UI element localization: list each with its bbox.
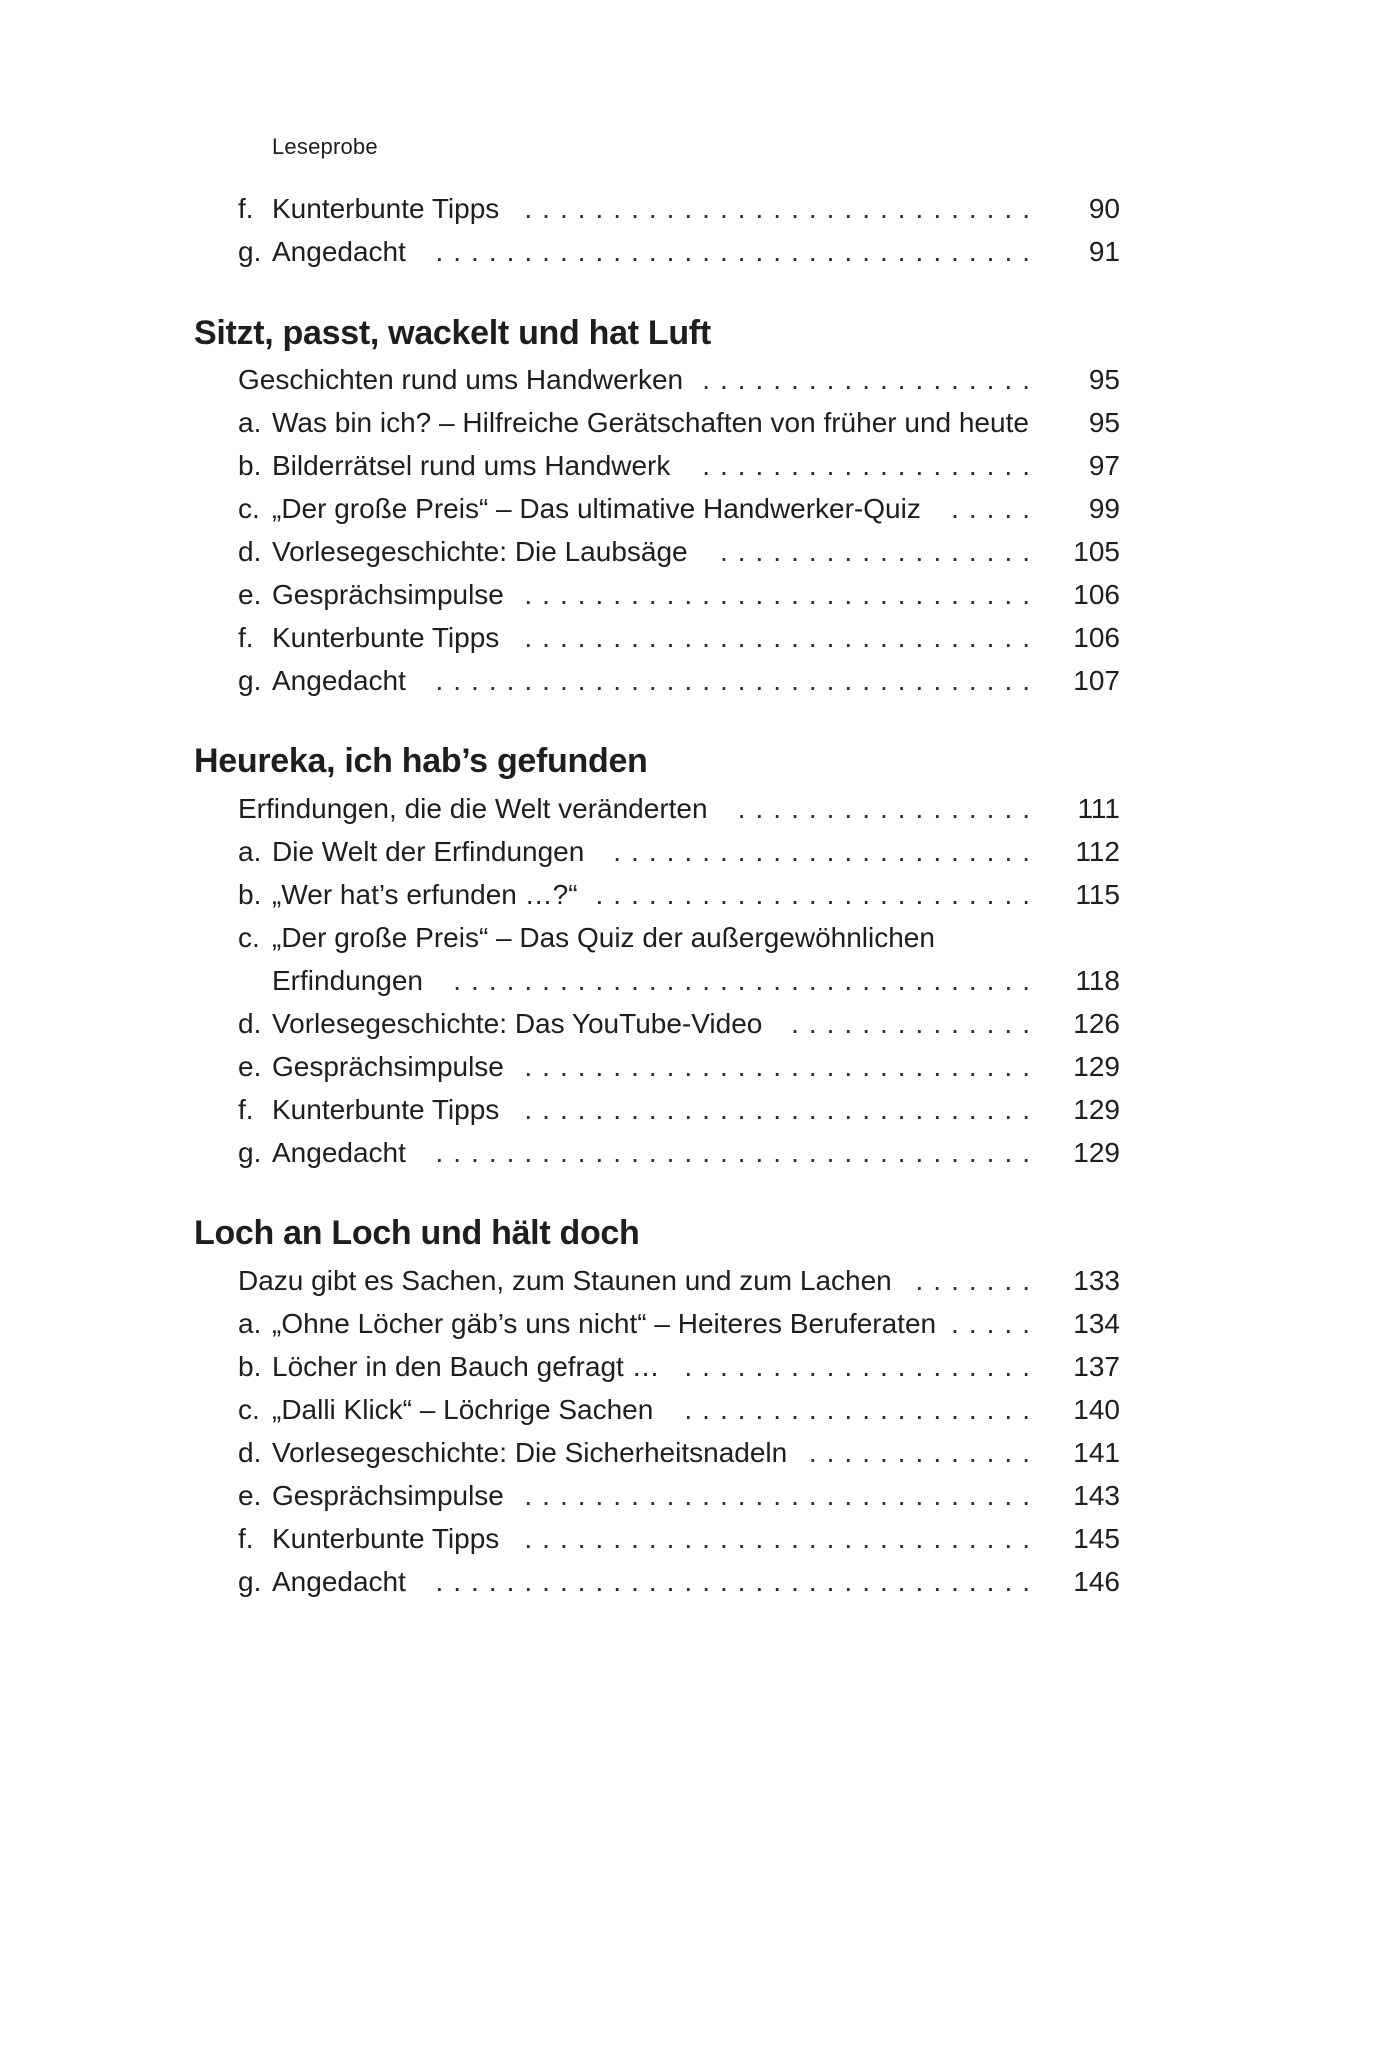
dot-leader: ...................	[702, 364, 1040, 395]
page-number: 95	[1088, 364, 1120, 395]
dot-leader: .........................	[595, 879, 1040, 910]
dot-leader: .............................	[524, 622, 1040, 653]
entry-letter: g.	[238, 236, 262, 267]
toc-entry[interactable]	[238, 1088, 1120, 1131]
dot-leader: ........................	[613, 836, 1040, 867]
dot-leader: ....................	[684, 1351, 1040, 1382]
entry-title: „Wer hat’s erfunden …?“	[272, 879, 578, 910]
page-number: 141	[1073, 1437, 1120, 1468]
dot-leader: .............................	[524, 1051, 1040, 1082]
dot-leader: ..................................	[435, 1137, 1040, 1168]
page-number: 126	[1073, 1008, 1120, 1039]
dot-leader: .............................	[524, 1480, 1040, 1511]
page-number: 115	[1075, 879, 1120, 910]
page-number: 133	[1073, 1265, 1120, 1296]
entry-letter: c.	[238, 493, 260, 524]
toc-entry[interactable]	[238, 444, 1120, 487]
dot-leader: .............................	[524, 193, 1040, 224]
entry-letter: g.	[238, 1137, 262, 1168]
page-number: 129	[1073, 1094, 1120, 1125]
entry-letter: c.	[238, 1394, 260, 1425]
entry-title: „Der große Preis“ – Das Quiz der außergewöhnlichen	[272, 922, 935, 953]
entry-title: Gesprächsimpulse	[272, 1051, 504, 1082]
entry-letter: e.	[238, 579, 262, 610]
dot-leader: .............	[808, 1437, 1040, 1468]
page-number: 134	[1073, 1308, 1120, 1339]
entry-letter: a.	[238, 836, 262, 867]
page-number: 129	[1073, 1051, 1120, 1082]
entry-letter: f.	[238, 622, 254, 653]
toc-entry[interactable]	[238, 487, 1120, 530]
dot-leader: .....	[951, 493, 1040, 524]
toc-entry[interactable]	[238, 1560, 1120, 1603]
dot-leader: .................................	[453, 965, 1040, 996]
page-number: 112	[1075, 836, 1120, 867]
toc-entry[interactable]	[238, 1002, 1120, 1045]
entry-letter: b.	[238, 450, 262, 481]
entry-title: Erfindungen, die die Welt veränderten	[238, 793, 708, 824]
entry-letter: g.	[238, 1566, 262, 1597]
toc-entry[interactable]	[238, 1388, 1120, 1431]
toc-entry[interactable]	[238, 530, 1120, 573]
entry-letter: b.	[238, 879, 262, 910]
toc-intro-entry[interactable]	[238, 1259, 1120, 1302]
entry-title: Die Welt der Erfindungen	[272, 836, 585, 867]
page-number: 95	[1088, 407, 1120, 438]
entry-letter: a.	[238, 407, 262, 438]
toc-entry[interactable]	[238, 873, 1120, 916]
entry-title: Was bin ich? – Hilfreiche Gerätschaften von früher und heute	[272, 407, 1029, 438]
page-number: 145	[1073, 1523, 1120, 1554]
toc-entry[interactable]	[238, 187, 1120, 230]
dot-leader: ..................................	[435, 236, 1040, 267]
entry-title: Löcher in den Bauch gefragt …	[272, 1351, 660, 1382]
running-header: Leseprobe	[272, 134, 378, 159]
entry-letter: e.	[238, 1051, 262, 1082]
toc-entry[interactable]	[238, 1345, 1120, 1388]
entry-title: Angedacht	[272, 665, 406, 696]
entry-title: Vorlesegeschichte: Die Laubsäge	[272, 536, 688, 567]
entry-letter: f.	[238, 1523, 254, 1554]
dot-leader: ....................	[684, 1394, 1040, 1425]
entry-title: Vorlesegeschichte: Das YouTube-Video	[272, 1008, 763, 1039]
entry-letter: f.	[238, 193, 254, 224]
toc-entry[interactable]	[238, 1431, 1120, 1474]
entry-title: „Ohne Löcher gäb’s uns nicht“ – Heiteres Beruferaten	[272, 1308, 937, 1339]
entry-title: Kunterbunte Tipps	[272, 1523, 500, 1554]
page-number: 129	[1073, 1137, 1120, 1168]
entry-letter: b.	[238, 1351, 262, 1382]
toc-intro-entry[interactable]	[238, 787, 1120, 830]
dot-leader: .............................	[524, 1523, 1040, 1554]
entry-title: Kunterbunte Tipps	[272, 622, 500, 653]
entry-letter: f.	[238, 1094, 254, 1125]
dot-leader: .................	[737, 793, 1040, 824]
section-title: Sitzt, passt, wackelt und hat Luft	[194, 314, 711, 352]
toc-entry[interactable]	[238, 573, 1120, 616]
entry-title: Erfindungen	[272, 965, 424, 996]
toc-entry[interactable]	[238, 1302, 1120, 1345]
entry-letter: d.	[238, 1008, 262, 1039]
entry-title: Angedacht	[272, 1137, 406, 1168]
page-number: 111	[1077, 793, 1120, 824]
entry-letter: c.	[238, 922, 260, 953]
dot-leader: ...................	[702, 450, 1040, 481]
page-number: 90	[1088, 193, 1120, 224]
page-number: 143	[1073, 1480, 1120, 1511]
page-number: 137	[1073, 1351, 1120, 1382]
toc-entry[interactable]	[238, 830, 1120, 873]
page-number: 146	[1073, 1566, 1120, 1597]
section-title: Loch an Loch und hält doch	[194, 1214, 640, 1252]
entry-title: Gesprächsimpulse	[272, 1480, 504, 1511]
entry-title: Geschichten rund ums Handwerken	[238, 364, 684, 395]
page-number: 91	[1088, 236, 1120, 267]
dot-leader: ..................................	[435, 1566, 1040, 1597]
entry-title: Vorlesegeschichte: Die Sicherheitsnadeln	[272, 1437, 788, 1468]
toc-entry[interactable]	[238, 1474, 1120, 1517]
page-number: 106	[1073, 622, 1120, 653]
dot-leader: ..................	[719, 536, 1040, 567]
page-number: 140	[1073, 1394, 1120, 1425]
page-number: 97	[1088, 450, 1120, 481]
entry-title: Angedacht	[272, 1566, 406, 1597]
toc-entry[interactable]	[238, 1045, 1120, 1088]
entry-title: Kunterbunte Tipps	[272, 1094, 500, 1125]
page-number: 105	[1073, 536, 1120, 567]
toc-entry[interactable]	[238, 659, 1120, 702]
entry-letter: e.	[238, 1480, 262, 1511]
toc-entry[interactable]	[238, 1517, 1120, 1560]
toc-entry[interactable]	[238, 959, 1120, 1002]
dot-leader: .......	[915, 1265, 1040, 1296]
dot-leader: .............................	[524, 1094, 1040, 1125]
entry-letter: d.	[238, 536, 262, 567]
entry-letter: g.	[238, 665, 262, 696]
toc-entry[interactable]	[238, 1131, 1120, 1174]
page-number: 99	[1088, 493, 1120, 524]
dot-leader: ..............	[791, 1008, 1040, 1039]
entry-title: Bilderrätsel rund ums Handwerk	[272, 450, 671, 481]
entry-title: „Dalli Klick“ – Löchrige Sachen	[272, 1394, 654, 1425]
entry-title: Kunterbunte Tipps	[272, 193, 500, 224]
section-title: Heureka, ich hab’s gefunden	[194, 742, 648, 780]
dot-leader: ..................................	[435, 665, 1040, 696]
dot-leader: .....	[951, 1308, 1040, 1339]
toc-entry[interactable]	[238, 401, 1120, 444]
entry-title: Angedacht	[272, 236, 406, 267]
page-number: 118	[1075, 965, 1120, 996]
entry-letter: a.	[238, 1308, 262, 1339]
page-number: 107	[1073, 665, 1120, 696]
entry-title: „Der große Preis“ – Das ultimative Handwerker-Quiz	[272, 493, 921, 524]
dot-leader: .............................	[524, 579, 1040, 610]
toc-entry[interactable]	[238, 230, 1120, 273]
page-number: 106	[1073, 579, 1120, 610]
toc-entry[interactable]	[238, 616, 1120, 659]
entry-title: Dazu gibt es Sachen, zum Staunen und zum Lachen	[238, 1265, 892, 1296]
toc-entry[interactable]	[238, 916, 1120, 959]
entry-letter: d.	[238, 1437, 262, 1468]
toc-intro-entry[interactable]	[238, 358, 1120, 401]
entry-title: Gesprächsimpulse	[272, 579, 504, 610]
